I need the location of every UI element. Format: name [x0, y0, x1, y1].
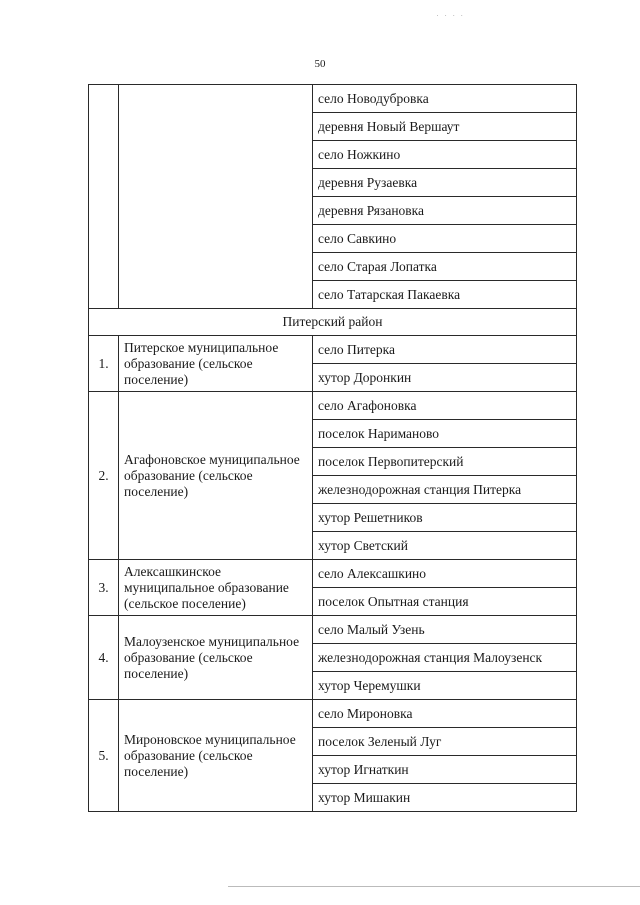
settlement-cell: село Агафоновка	[313, 392, 577, 420]
settlement-cell: хутор Игнаткин	[313, 756, 577, 784]
settlement-cell: деревня Рязановка	[313, 197, 577, 225]
number-cell-empty	[89, 85, 119, 309]
region-heading-row	[89, 309, 577, 336]
scan-edge-line	[228, 886, 640, 887]
table-row	[89, 392, 577, 420]
municipality-name: Малоузенское муниципальное образование (сельское поселение)	[119, 616, 313, 700]
row-number: 4.	[89, 616, 119, 700]
settlement-cell: поселок Нариманово	[313, 420, 577, 448]
settlement-cell: поселок Зеленый Луг	[313, 728, 577, 756]
table-row	[89, 85, 577, 113]
settlement-cell: село Малый Узень	[313, 616, 577, 644]
settlements-table	[88, 84, 577, 812]
municipality-cell-empty	[119, 85, 313, 309]
municipality-name: Агафоновское муниципальное образование (сельское поселение)	[119, 392, 313, 560]
settlement-cell: хутор Мишакин	[313, 784, 577, 812]
scan-artifact: · · · ·	[436, 12, 465, 20]
municipality-name: Алексашкинское муниципальное образование (сельское поселение)	[119, 560, 313, 616]
table-row	[89, 560, 577, 588]
row-number: 3.	[89, 560, 119, 616]
settlement-cell: железнодорожная станция Малоузенск	[313, 644, 577, 672]
table-row	[89, 616, 577, 644]
settlement-cell: железнодорожная станция Питерка	[313, 476, 577, 504]
settlement-cell: село Мироновка	[313, 700, 577, 728]
row-number: 1.	[89, 336, 119, 392]
municipality-name: Питерское муниципальное образование (сельское поселение)	[119, 336, 313, 392]
settlement-cell: деревня Новый Вершаут	[313, 113, 577, 141]
settlement-cell: хутор Решетников	[313, 504, 577, 532]
settlement-cell: село Питерка	[313, 336, 577, 364]
settlement-cell: хутор Доронкин	[313, 364, 577, 392]
row-number: 5.	[89, 700, 119, 812]
settlement-cell: поселок Опытная станция	[313, 588, 577, 616]
settlement-cell: деревня Рузаевка	[313, 169, 577, 197]
table-row	[89, 700, 577, 728]
row-number: 2.	[89, 392, 119, 560]
settlement-cell: село Татарская Пакаевка	[313, 281, 577, 309]
settlement-cell: село Савкино	[313, 225, 577, 253]
page-number: 50	[314, 58, 326, 70]
settlement-cell: поселок Первопитерский	[313, 448, 577, 476]
settlement-cell: село Новодубровка	[313, 85, 577, 113]
settlement-cell: хутор Светский	[313, 532, 577, 560]
settlement-cell: село Алексашкино	[313, 560, 577, 588]
settlement-cell: хутор Черемушки	[313, 672, 577, 700]
settlement-cell: село Ножкино	[313, 141, 577, 169]
region-heading: Питерский район	[89, 309, 577, 336]
table-row	[89, 336, 577, 364]
settlement-cell: село Старая Лопатка	[313, 253, 577, 281]
municipality-name: Мироновское муниципальное образование (сельское поселение)	[119, 700, 313, 812]
